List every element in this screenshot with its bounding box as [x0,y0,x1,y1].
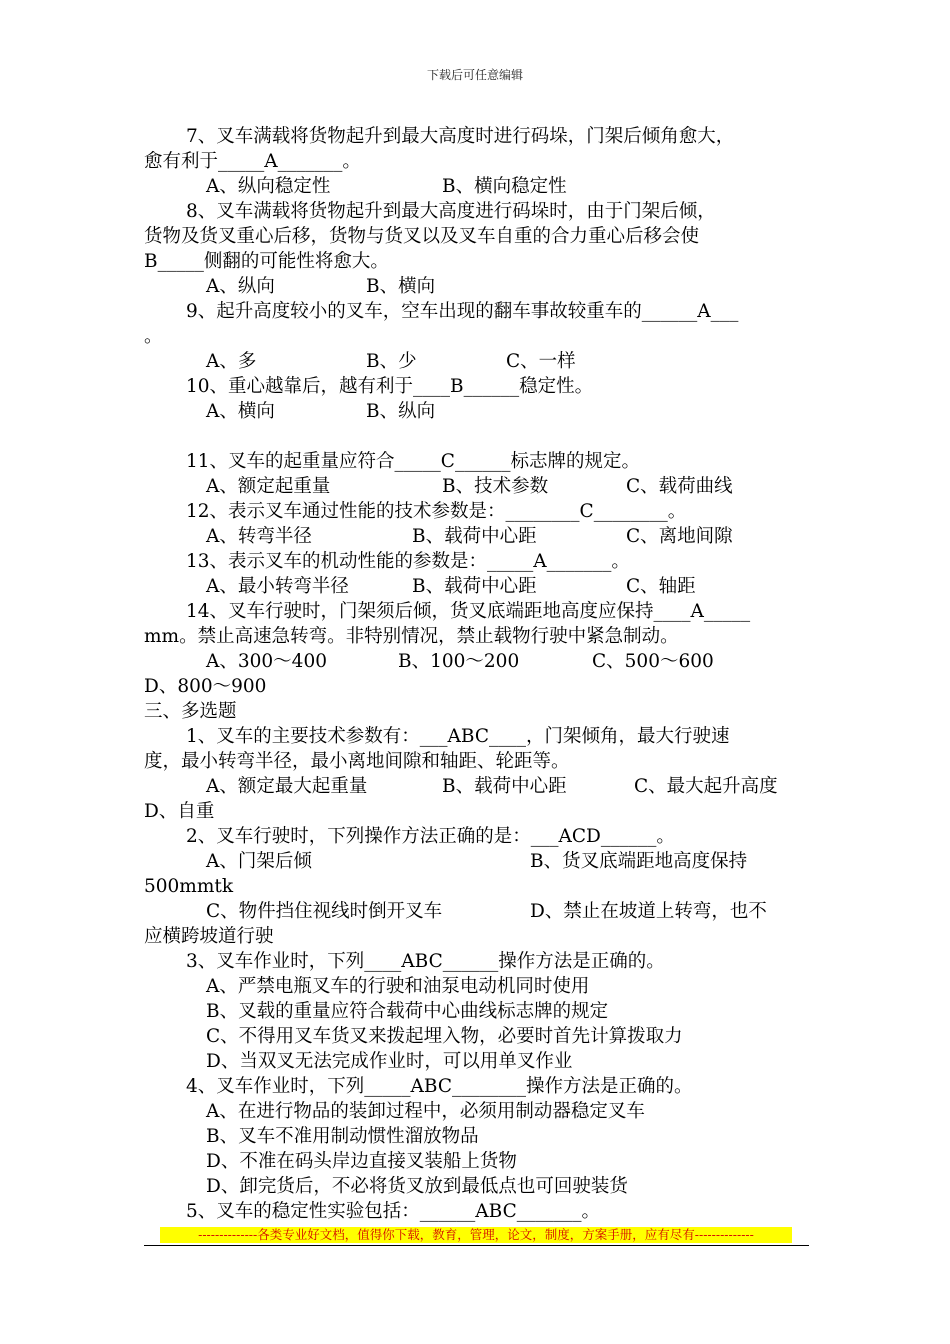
m2-option-b-cont: 500mmtk [144,876,234,897]
option-b: B、少 [366,351,417,372]
q13-options [144,574,809,599]
q13-stem: 13、表示叉车的机动性能的参数是：_____A_______。 [186,551,630,572]
m3-option-b: B、叉载的重量应符合载荷中心曲线标志牌的规定 [206,1001,609,1022]
option-c: C、最大起升高度 [634,776,778,797]
page-header: 下载后可任意编辑 [426,68,523,82]
q13-answer-blank: _____A_______ [487,551,612,572]
q8-stem: 8、叉车满载将货物起升到最大高度进行码垛时，由于门架后倾， [186,201,716,222]
option-a: A、门架后倾 [206,851,312,872]
option-a: A、横向 [206,401,275,422]
option-a: A、转弯半径 [206,526,312,547]
q14-stem: 14、叉车行驶时，门架须后倾，货叉底端距地高度应保持____A_____ [186,601,751,622]
q8-stem-cont: 货物及货叉重心后移，货物与货叉以及叉车自重的合力重心后移会使 [144,226,700,247]
q9-stem-cont: 。 [144,326,163,347]
option-c: C、500～600 [592,651,714,672]
m1-option-d: D、自重 [144,801,215,822]
option-a: A、最小转弯半径 [206,576,349,597]
m4-option-d: D、卸完货后，不必将货叉放到最低点也可回驶装货 [206,1176,628,1197]
m3-answer-blank: ____ABC______ [364,951,499,972]
option-b: B、技术参数 [442,476,549,497]
m4-option-b: B、叉车不准用制动惯性溜放物品 [206,1126,479,1147]
m5-stem: 5、叉车的稳定性实验包括：______ABC_______。 [186,1201,601,1222]
option-b: B、纵向 [366,401,436,422]
document-body [144,124,809,1224]
q14-option-d: D、800～900 [144,676,267,697]
m1-answer-blank: ___ABC____ [419,726,526,747]
q11-answer-blank: _____C______ [394,451,511,472]
option-b: B、载荷中心距 [442,776,567,797]
option-a: A、纵向稳定性 [206,176,331,197]
q7-stem-cont: 愈有利于_____A_______。 [144,151,361,172]
option-b: B、横向 [366,276,436,297]
spacer [144,424,809,449]
option-b: B、载荷中心距 [412,526,537,547]
q11-options [144,474,809,499]
m4-stem: 4、叉车作业时，下列_____ABC________操作方法是正确的。 [186,1076,693,1097]
m2-options-cd [144,899,809,924]
option-b: B、载荷中心距 [412,576,537,597]
m2-stem: 2、叉车行驶时，下列操作方法正确的是：___ACD______。 [186,826,675,847]
m4-option-c: D、不准在码头岸边直接叉装船上货物 [206,1151,517,1172]
option-a: A、多 [206,351,257,372]
option-b: B、货叉底端距地高度保持 [530,851,748,872]
q10-options [144,399,809,424]
m1-stem-cont: 度，最小转弯半径，最小离地间隙和轴距、轮距等。 [144,751,570,772]
m3-option-d: D、当双叉无法完成作业时，可以用单叉作业 [206,1051,573,1072]
q12-answer-blank: ________C________ [505,501,668,522]
footer-banner: --------------各类专业好文档，值得你下载，教育，管理，论文，制度，方案手册，应有尽有-------------- [160,1227,792,1243]
q8-options [144,274,809,299]
option-a: A、纵向 [206,276,275,297]
q7-stem: 7、叉车满载将货物起升到最大高度时进行码垛，门架后倾角愈大， [186,126,735,147]
q8-stem-cont2: B_____侧翻的可能性将愈大。 [144,251,389,272]
m3-stem: 3、叉车作业时，下列____ABC______操作方法是正确的。 [186,951,665,972]
section-heading: 三、多选题 [144,701,237,722]
q9-options [144,349,809,374]
q7-answer-blank: _____A_______ [218,151,343,172]
m2-options-ab [144,849,809,874]
q14-answer-blank: ____A_____ [653,601,751,622]
m1-stem: 1、叉车的主要技术参数有：___ABC____，门架倾角，最大行驶速 [186,726,730,747]
option-a: A、额定最大起重量 [206,776,368,797]
option-b: B、横向稳定性 [442,176,567,197]
m2-option-d-cont: 应横跨坡道行驶 [144,926,274,947]
q7-options [144,174,809,199]
option-a: A、300～400 [206,651,327,672]
option-c: C、轴距 [626,576,696,597]
q12-options [144,524,809,549]
option-c: C、载荷曲线 [626,476,733,497]
q12-stem: 12、表示叉车通过性能的技术参数是：________C________。 [186,501,687,522]
m3-option-c: C、不得用叉车货叉来拨起埋入物，必要时首先计算拨取力 [206,1026,683,1047]
option-c: C、物件挡住视线时倒开叉车 [206,901,443,922]
option-a: A、额定起重量 [206,476,331,497]
q8-answer-blank: B_____ [144,251,204,272]
m4-option-a: A、在进行物品的装卸过程中，必须用制动器稳定叉车 [206,1101,645,1122]
m4-answer-blank: _____ABC________ [364,1076,526,1097]
option-d: D、禁止在坡道上转弯，也不 [530,901,767,922]
footer-rule [144,1245,809,1246]
option-c: C、一样 [506,351,576,372]
q14-options [144,649,809,674]
q9-stem: 9、起升高度较小的叉车，空车出现的翻车事故较重车的______A___ [186,301,739,322]
option-c: C、离地间隙 [626,526,733,547]
option-b: B、100～200 [398,651,520,672]
q9-answer-blank: ______A___ [641,301,739,322]
m3-option-a: A、严禁电瓶叉车的行驶和油泵电动机同时使用 [206,976,590,997]
q10-stem: 10、重心越靠后，越有利于____B______稳定性。 [186,376,594,397]
m2-answer-blank: ___ACD______ [530,826,657,847]
q11-stem: 11、叉车的起重量应符合_____C______标志牌的规定。 [186,451,640,472]
q10-answer-blank: ____B______ [413,376,520,397]
m1-options [144,774,809,799]
q14-stem-cont: mm。禁止高速急转弯。非特别情况，禁止载物行驶中紧急制动。 [144,626,679,647]
m5-answer-blank: ______ABC_______ [419,1201,582,1222]
